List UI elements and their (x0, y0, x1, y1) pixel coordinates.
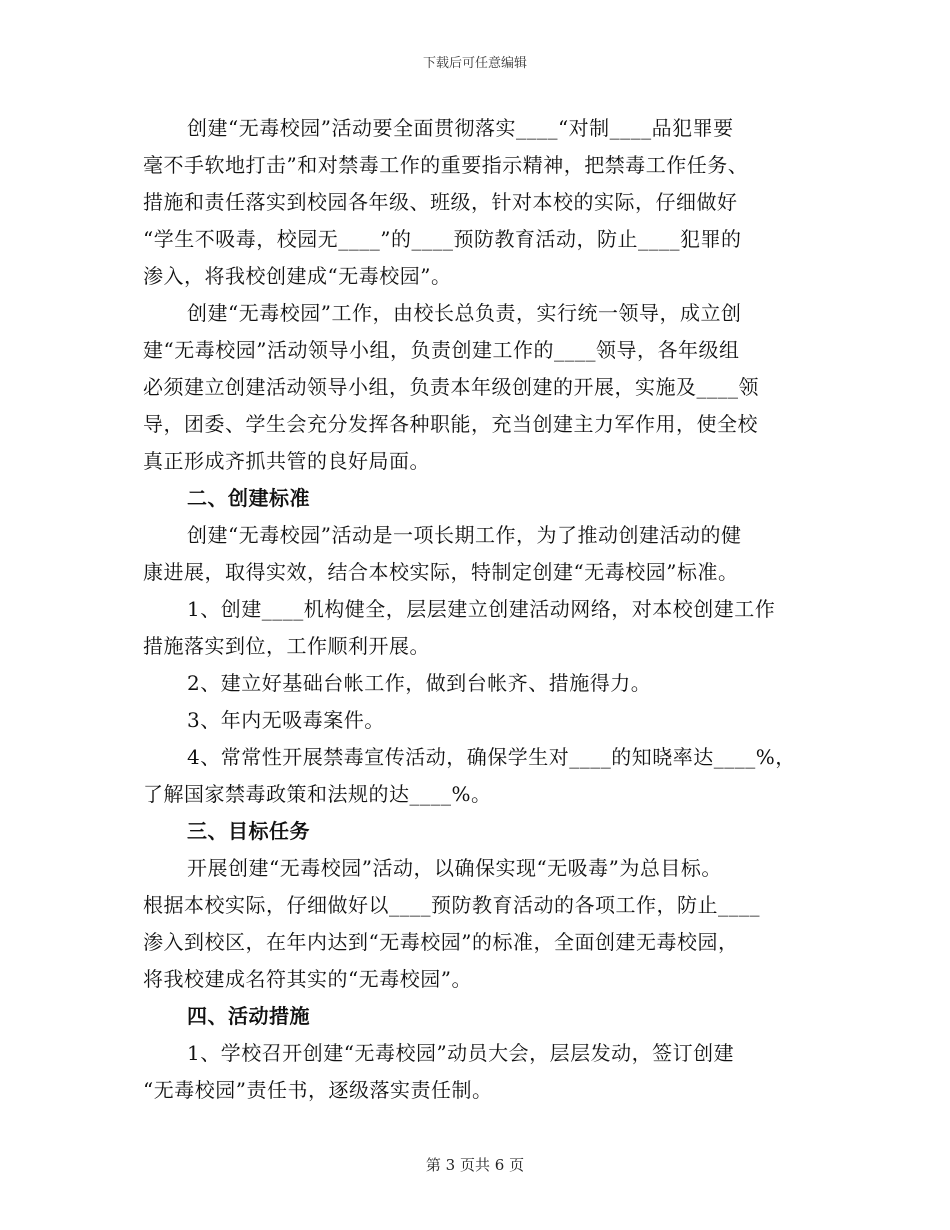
document-body (143, 110, 813, 1109)
page-footer: 第 3 页共 6 页 (425, 1156, 525, 1174)
text-line: 4、常常性开展禁毒宣传活动，确保学生对____的知晓率达____%， (187, 745, 796, 769)
text-line: 将我校建成名符其实的“无毒校园”。 (143, 967, 472, 991)
text-line: 康进展，取得实效，结合本校实际，特制定创建“无毒校园”标准。 (143, 560, 739, 584)
page-header: 下载后可任意编辑 (422, 56, 527, 71)
text-line: 了解国家禁毒政策和法规的达____%。 (143, 782, 492, 806)
text-line: 3、年内无吸毒案件。 (187, 708, 385, 732)
text-line: 1、学校召开创建“无毒校园”动员大会，层层发动，签订创建 (187, 1041, 735, 1065)
text-line: 毫不手软地打击”和对禁毒工作的重要指示精神，把禁毒工作任务、 (143, 153, 749, 177)
text-line: 渗入，将我校创建成“无毒校园”。 (143, 264, 452, 288)
text-line: 导，团委、学生会充分发挥各种职能，充当创建主力军作用，使全校 (143, 412, 758, 436)
text-line: 创建“无毒校园”工作，由校长总负责，实行统一领导，成立创 (187, 301, 742, 325)
text-line: 根据本校实际，仔细做好以____预防教育活动的各项工作，防止____ (143, 893, 760, 917)
text-line: 真正形成齐抓共管的良好局面。 (143, 449, 430, 473)
text-line: 开展创建“无毒校园”活动，以确保实现“无吸毒”为总目标。 (187, 856, 722, 880)
text-line: “学生不吸毒，校园无____”的____预防教育活动，防止____犯罪的 (143, 227, 742, 251)
text-line: 2、建立好基础台帐工作，做到台帐齐、措施得力。 (187, 671, 652, 695)
text-line: 措施和责任落实到校园各年级、班级，针对本校的实际，仔细做好 (143, 190, 738, 214)
text-line: 渗入到校区，在年内达到“无毒校园”的标准，全面创建无毒校园， (143, 930, 739, 954)
text-line: “无毒校园”责任书，逐级落实责任制。 (143, 1078, 493, 1102)
text-line: 创建“无毒校园”活动是一项长期工作，为了推动创建活动的健 (187, 523, 742, 547)
text-line: 必须建立创建活动领导小组，负责本年级创建的开展，实施及____领 (143, 375, 759, 399)
section-heading: 三、目标任务 (187, 819, 310, 843)
section-heading: 四、活动措施 (187, 1004, 310, 1028)
text-line: 建“无毒校园”活动领导小组，负责创建工作的____领导，各年级组 (143, 338, 740, 362)
text-line: 1、创建____机构健全，层层建立创建活动网络，对本校创建工作 (187, 597, 776, 621)
text-line: 措施落实到位，工作顺利开展。 (143, 634, 430, 658)
section-heading: 二、创建标准 (187, 486, 310, 510)
text-line: 创建“无毒校园”活动要全面贯彻落实____“对制____品犯罪要 (187, 116, 734, 140)
